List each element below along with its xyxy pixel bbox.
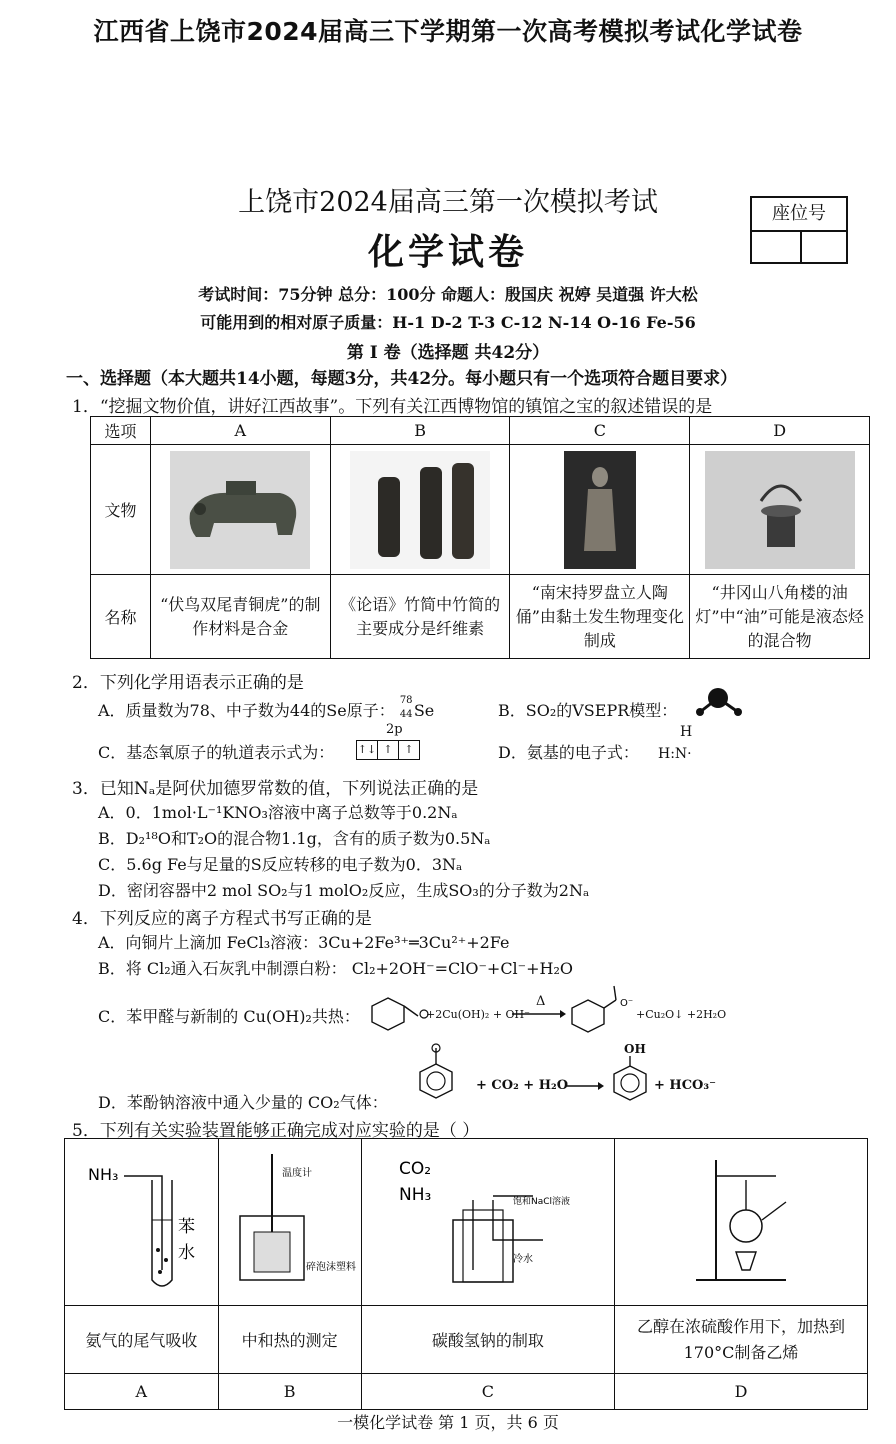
apparatus-a-water-label: 水 <box>178 1243 196 1263</box>
page-footer: 一模化学试卷 第 1 页，共 6 页 <box>337 1413 559 1432</box>
q1-table <box>90 416 870 659</box>
paper-title: 化学试卷 <box>367 231 528 273</box>
q5-purpose-d: 乙醇在浓硫酸作用下，加热到170°C制备乙烯 <box>615 1306 868 1374</box>
document-title: 江西省上饶市2024届高三下学期第一次高考模拟考试化学试卷 <box>93 17 803 46</box>
se-mass-number: 78 <box>399 694 413 706</box>
q4d-reagents: + CO₂ + H₂O <box>476 1078 569 1093</box>
phenol-structure <box>606 1056 656 1108</box>
q4-option-c: C．苯甲醛与新制的 Cu(OH)₂共热： <box>98 1007 360 1026</box>
q5-option-c: C <box>361 1374 614 1410</box>
ammonia-absorption-apparatus <box>66 1140 216 1300</box>
q5-option-a: A <box>65 1374 219 1410</box>
seat-number-label: 座位号 <box>752 198 846 232</box>
q1-name-c: “南宋持罗盘立人陶俑”由黏土发生物理变化制成 <box>510 575 690 659</box>
q5-option-b: B <box>218 1374 361 1410</box>
q5-purpose-b: 中和热的测定 <box>218 1306 361 1374</box>
q1-header-label: 选项 <box>91 417 151 445</box>
orbital-box-3: ↑ <box>399 740 420 760</box>
seat-number-box <box>750 196 848 264</box>
q5-stem: 5．下列有关实验装置能够正确完成对应实验的是（ ） <box>72 1121 480 1141</box>
orbital-2p-label: 2p <box>386 722 403 737</box>
q5-table <box>64 1138 868 1410</box>
q2-option-c: C．基态氧原子的轨道表示式为： <box>98 743 335 762</box>
apparatus-c-nh3-label: NH₃ <box>398 1185 432 1205</box>
exam-title: 上饶市2024届高三第一次模拟考试 <box>238 187 658 218</box>
q4-option-b: B．将 Cl₂通入石灰乳中制漂白粉： Cl₂+2OH⁻=ClO⁻+Cl⁻+H₂O <box>98 959 574 978</box>
q1-option-c: C <box>510 417 690 445</box>
q1-name-d: “井冈山八角楼的油灯”中“油”可能是液态烃的混合物 <box>690 575 870 659</box>
q4-stem: 4．下列反应的离子方程式书写正确的是 <box>72 909 372 929</box>
q1-option-b: B <box>330 417 510 445</box>
amino-h-top: H <box>680 724 693 740</box>
apparatus-a-gas-label: NH₃ <box>88 1165 119 1184</box>
apparatus-a-benzene-label: 苯 <box>178 1217 196 1237</box>
apparatus-c <box>361 1139 614 1306</box>
apparatus-c-co2-label: CO₂ <box>398 1159 431 1179</box>
orbital-box-2: ↑ <box>378 740 399 760</box>
se-nuclide <box>399 694 440 723</box>
so2-vsepr-model <box>688 684 748 724</box>
q4-option-a: A．向铜片上滴加 FeCl₃溶液：3Cu+2Fe³⁺═3Cu²⁺+2Fe <box>98 933 510 952</box>
seat-divider <box>800 232 802 262</box>
q3-option-c: C．5.6g Fe与足量的S反应转移的电子数为0．3Nₐ <box>98 855 463 874</box>
apparatus-b <box>218 1139 361 1306</box>
q2-option-b: B．SO₂的VSEPR模型： <box>498 701 678 720</box>
phenoxide-structure <box>414 1042 474 1108</box>
q5-option-d: D <box>615 1374 868 1410</box>
apparatus-b-foam-label: 碎泡沫塑料 <box>305 1262 356 1273</box>
section-heading: 一、选择题（本大题共14小题，每题3分，共42分。每小题只有一个选项符合题目要求） <box>66 369 738 389</box>
q3-option-b: B．D₂¹⁸O和T₂O的混合物1.1g，含有的质子数为0.5Nₐ <box>98 829 491 848</box>
apparatus-d <box>615 1139 868 1306</box>
artifact-bronze-tiger-photo <box>150 445 330 575</box>
exam-info: 考试时间：75分钟 总分：100分 命题人：殷国庆 祝婷 吴道强 许大松 <box>198 285 698 304</box>
q5-purpose-c: 碳酸氢钠的制取 <box>361 1306 614 1374</box>
q2-option-a <box>98 694 440 723</box>
sodium-bicarbonate-apparatus <box>363 1140 613 1300</box>
q1-name-label: 名称 <box>91 575 151 659</box>
q4-option-d: D．苯酚钠溶液中通入少量的 CO₂气体： <box>98 1093 388 1112</box>
q4c-heat-condition: Δ <box>536 994 546 1009</box>
volume-title: 第 I 卷（选择题 共42分） <box>346 343 550 363</box>
q1-option-a: A <box>150 417 330 445</box>
artifact-bamboo-slips-photo <box>330 445 510 575</box>
se-symbol: Se <box>413 700 435 720</box>
calorimeter-apparatus <box>220 1140 360 1300</box>
artifact-pottery-figurine-photo <box>510 445 690 575</box>
apparatus-b-thermometer-label: 温度计 <box>281 1168 312 1179</box>
q3-option-a: A．0．1mol·L⁻¹KNO₃溶液中离子总数等于0.2Nₐ <box>98 803 458 822</box>
q3-stem: 3．已知Nₐ是阿伏加德罗常数的值，下列说法正确的是 <box>72 779 479 799</box>
benzoate-structure <box>566 980 636 1040</box>
q2-stem: 2．下列化学用语表示正确的是 <box>72 673 304 693</box>
q2-option-d: D．氨基的电子式： <box>498 743 639 762</box>
q5-purpose-a: 氨气的尾气吸收 <box>65 1306 219 1374</box>
orbital-diagram <box>356 740 420 760</box>
svg-text:O⁻: O⁻ <box>620 998 634 1009</box>
q1-option-d: D <box>690 417 870 445</box>
q4d-arrow <box>564 1080 604 1092</box>
apparatus-c-cold-water-label: 冷水 <box>512 1254 533 1265</box>
se-atomic-number: 44 <box>399 708 413 720</box>
phenol-oh-label: OH <box>624 1042 646 1056</box>
apparatus-a <box>65 1139 219 1306</box>
orbital-box-1: ↑↓ <box>356 740 378 760</box>
ethylene-apparatus <box>616 1140 866 1300</box>
q1-stem: 1．“挖掘文物价值，讲好江西故事”。下列有关江西博物馆的镇馆之宝的叙述错误的是 <box>72 397 713 417</box>
q2-option-a-text: A．质量数为78、中子数为44的Se原子： <box>98 701 395 720</box>
apparatus-c-nacl-label: 饱和NaCl溶液 <box>512 1197 570 1207</box>
q4c-arrow <box>510 1008 566 1020</box>
q1-artifact-label: 文物 <box>91 445 151 575</box>
q4c-reagents: +2Cu(OH)₂ + OH⁻ <box>426 1008 530 1021</box>
q1-name-b: 《论语》竹简中竹简的主要成分是纤维素 <box>330 575 510 659</box>
q4d-products: + HCO₃⁻ <box>654 1078 716 1093</box>
q4c-products: +Cu₂O↓ +2H₂O <box>636 1008 727 1021</box>
amino-h-n: H:N· <box>658 746 692 762</box>
q1-name-a: “伏鸟双尾青铜虎”的制作材料是合金 <box>150 575 330 659</box>
q3-option-d: D．密闭容器中2 mol SO₂与1 molO₂反应，生成SO₃的分子数为2Nₐ <box>98 881 590 900</box>
artifact-oil-lamp-photo <box>690 445 870 575</box>
atomic-masses: 可能用到的相对原子质量：H-1 D-2 T-3 C-12 N-14 O-16 Fe-56 <box>200 313 696 332</box>
